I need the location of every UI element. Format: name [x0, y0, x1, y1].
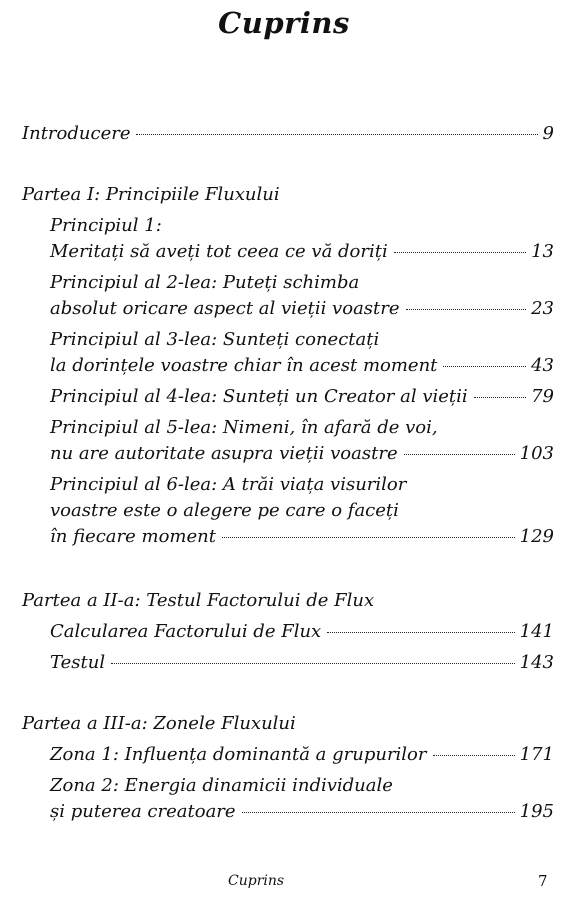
toc-page-number: 79 [531, 386, 554, 407]
toc-entry-label: și puterea creatoare [50, 801, 236, 822]
toc-entry-principiul-1[interactable] [50, 240, 554, 264]
footer-page-number: 7 [538, 872, 548, 890]
part-heading-3: Partea a III-a: Zonele Fluxului [22, 713, 296, 734]
dot-leader [474, 397, 526, 398]
toc-entry-introducere[interactable] [22, 122, 554, 146]
toc-entry-zona-2-line1[interactable]: Zona 2: Energia dinamicii individuale [50, 775, 393, 796]
toc-entry-principiul-1-line1[interactable]: Principiul 1: [50, 215, 162, 236]
toc-entry-label: Calcularea Factorului de Flux [50, 621, 322, 642]
toc-entry-label: absolut oricare aspect al vieții voastre [50, 298, 400, 319]
dot-leader [327, 632, 514, 633]
toc-entry-principiul-3-line1[interactable]: Principiul al 3-lea: Sunteți conectați [50, 329, 380, 350]
toc-page-number: 9 [542, 123, 554, 144]
toc-page-number: 129 [519, 526, 554, 547]
toc-page-number: 43 [531, 355, 554, 376]
toc-entry-principiul-6-line1[interactable]: Principiul al 6-lea: A trăi viața visurilor [50, 474, 407, 495]
toc-page-number: 171 [519, 744, 554, 765]
dot-leader [222, 537, 515, 538]
toc-page-number: 23 [531, 298, 554, 319]
dot-leader [433, 755, 515, 756]
dot-leader [136, 134, 537, 135]
toc-entry-label: nu are autoritate asupra vieții voastre [50, 443, 398, 464]
toc-entry-principiul-6-line2[interactable]: voastre este o alegere pe care o faceți [50, 500, 399, 521]
toc-entry-label: la dorințele voastre chiar în acest moment [50, 355, 438, 376]
toc-entry-zona-1[interactable] [50, 743, 554, 767]
toc-entry-principiul-5[interactable] [50, 442, 554, 466]
toc-entry-calcularea[interactable] [50, 620, 554, 644]
toc-entry-label: Introducere [22, 123, 131, 144]
dot-leader [111, 663, 515, 664]
toc-entry-zona-2[interactable] [50, 800, 554, 824]
page-title: Cuprins [218, 6, 350, 40]
dot-leader [443, 366, 526, 367]
toc-page-number: 141 [519, 621, 554, 642]
part-heading-2: Partea a II-a: Testul Factorului de Flux [22, 590, 375, 611]
toc-entry-principiul-6[interactable] [50, 525, 554, 549]
toc-entry-label: Meritați să aveți tot ceea ce vă doriți [50, 241, 388, 262]
toc-entry-principiul-2[interactable] [50, 297, 554, 321]
dot-leader [404, 454, 515, 455]
toc-page-number: 13 [531, 241, 554, 262]
toc-entry-principiul-2-line1[interactable]: Principiul al 2-lea: Puteți schimba [50, 272, 360, 293]
toc-entry-label: Zona 1: Influența dominantă a grupurilor [50, 744, 427, 765]
toc-entry-label: în fiecare moment [50, 526, 216, 547]
toc-entry-label: Principiul al 4-lea: Sunteți un Creator al vieții [50, 386, 468, 407]
toc-entry-principiul-4[interactable] [50, 385, 554, 409]
toc-entry-label: Testul [50, 652, 106, 673]
toc-page-number: 103 [519, 443, 554, 464]
part-heading-1: Partea I: Principiile Fluxului [22, 184, 280, 205]
running-footer-title: Cuprins [228, 873, 285, 889]
dot-leader [406, 309, 527, 310]
toc-entry-principiul-3[interactable] [50, 354, 554, 378]
toc-page-number: 143 [519, 652, 554, 673]
dot-leader [242, 812, 515, 813]
toc-entry-principiul-5-line1[interactable]: Principiul al 5-lea: Nimeni, în afară de voi, [50, 417, 438, 438]
toc-entry-testul[interactable] [50, 651, 554, 675]
dot-leader [394, 252, 526, 253]
toc-page-number: 195 [519, 801, 554, 822]
